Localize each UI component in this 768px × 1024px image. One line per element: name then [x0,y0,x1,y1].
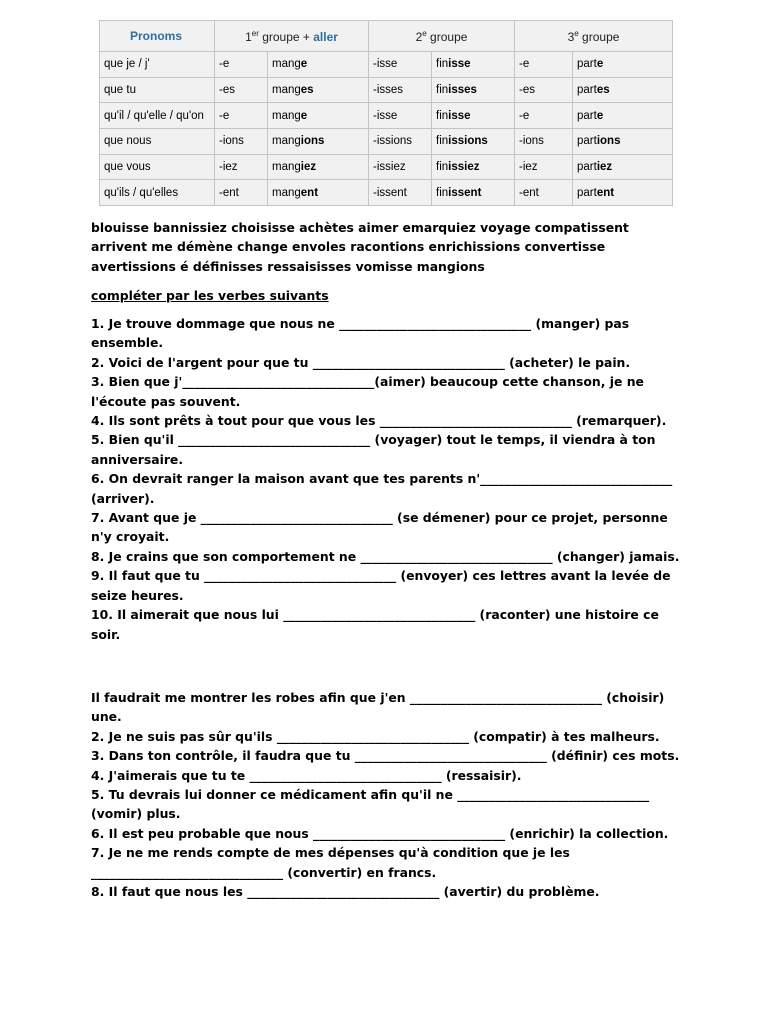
example-cell: mange [268,52,369,78]
example-cell: finisses [432,77,515,103]
ending-cell: -issiez [369,154,432,180]
ending-cell: -e [215,103,268,129]
pronoun-cell: qu'il / qu'elle / qu'on [100,103,215,129]
exercise-item: 5. Tu devrais lui donner ce médicament afin qu'il ne _______________________________ (vomir) plus. [91,787,650,822]
ending-cell: -issent [369,180,432,206]
ending-cell: -es [215,77,268,103]
instruction-heading: compléter par les verbes suivants [91,288,329,303]
example-cell: parte [573,52,673,78]
exercise-item: 5. Bien qu'il _______________________________ (voyager) tout le temps, il viendra à ton anniversaire. [91,432,656,467]
ending-cell: -iez [515,154,573,180]
exercise-item: 8. Il faut que nous les _______________________________ (avertir) du problème. [91,884,600,900]
pronoun-cell: qu'ils / qu'elles [100,180,215,206]
example-cell: mangiez [268,154,369,180]
ending-cell: -iez [215,154,268,180]
ending-cell: -isse [369,52,432,78]
example-cell: partions [573,128,673,154]
table-header-row [100,21,673,52]
header-group-3: 3e groupe [515,21,673,52]
example-cell: mangent [268,180,369,206]
header-group-2: 2e groupe [369,21,515,52]
table-row [100,52,673,78]
exercise-item: 3. Dans ton contrôle, il faudra que tu _______________________________ (définir) ces mots. [91,748,680,764]
exercise-item: 2. Je ne suis pas sûr qu'ils _______________________________ (compatir) à tes malheurs. [91,728,660,744]
exercise-item: 7. Je ne me rends compte de mes dépenses qu'à condition que je les _______________________________ (convertir) en francs. [91,845,570,880]
example-cell: finissions [432,128,515,154]
example-cell: finissent [432,180,515,206]
exercise-item: 10. Il aimerait que nous lui _______________________________ (raconter) une histoire ce soir. [91,607,659,642]
ending-cell: -isses [369,77,432,103]
exercise-item: 8. Je crains que son comportement ne _______________________________ (changer) jamais. [91,548,680,564]
pronoun-cell: que vous [100,154,215,180]
table-row [100,77,673,103]
pronoun-cell: que nous [100,128,215,154]
ending-cell: -e [515,103,573,129]
ending-cell: -e [515,52,573,78]
table-row [100,180,673,206]
exercise-item: 3. Bien que j'_______________________________(aimer) beaucoup cette chanson, je ne l'écoute pas souvent. [91,374,644,409]
ending-cell: -issions [369,128,432,154]
exercise-item: 4. Ils sont prêts à tout pour que vous les _______________________________ (remarquer). [91,413,667,429]
exercise-list-2 [91,688,691,901]
exercise-item: 6. Il est peu probable que nous _______________________________ (enrichir) la collection. [91,825,669,841]
example-cell: finissiez [432,154,515,180]
example-cell: finisse [432,103,515,129]
example-cell: partes [573,77,673,103]
pronoun-cell: que je / j' [100,52,215,78]
pronoun-cell: que tu [100,77,215,103]
ending-cell: -ions [515,128,573,154]
ending-cell: -e [215,52,268,78]
header-group-1: 1er groupe + aller [215,21,369,52]
exercise-item: 9. Il faut que tu _______________________________ (envoyer) ces lettres avant la levée de seize heures. [91,568,671,603]
exercise-item: 6. On devrait ranger la maison avant que tes parents n'_______________________________ (arriver). [91,471,673,506]
example-cell: finisse [432,52,515,78]
exercise-item: 2. Voici de l'argent pour que tu _______________________________ (acheter) le pain. [91,354,631,370]
exercise-item: 4. J'aimerais que tu te _______________________________ (ressaisir). [91,767,522,783]
example-cell: mangions [268,128,369,154]
ending-cell: -es [515,77,573,103]
ending-cell: -ent [515,180,573,206]
exercise-item: Il faudrait me montrer les robes afin que j'en _______________________________ (choisir) une. [91,690,665,725]
exercise-item: 1. Je trouve dommage que nous ne _______________________________ (manger) pas ensemble. [91,316,630,351]
table-row [100,154,673,180]
table-row [100,103,673,129]
ending-cell: -ions [215,128,268,154]
example-cell: partiez [573,154,673,180]
example-cell: parte [573,103,673,129]
ending-cell: -ent [215,180,268,206]
conjugation-table [99,20,673,206]
header-pronouns: Pronoms [100,21,215,52]
exercise-item: 7. Avant que je _______________________________ (se démener) pour ce projet, personne n'y croyait. [91,510,668,545]
ending-cell: -isse [369,103,432,129]
example-cell: manges [268,77,369,103]
example-cell: partent [573,180,673,206]
exercise-list-1 [91,314,691,644]
example-cell: mange [268,103,369,129]
word-list: blouisse bannissiez choisisse achètes aimer emarquiez voyage compatissent arrivent me démène change envoles racontions enrichissions convertisse avertissions é définisses ressaisisses vomisse mangions [91,220,629,274]
table-row [100,128,673,154]
